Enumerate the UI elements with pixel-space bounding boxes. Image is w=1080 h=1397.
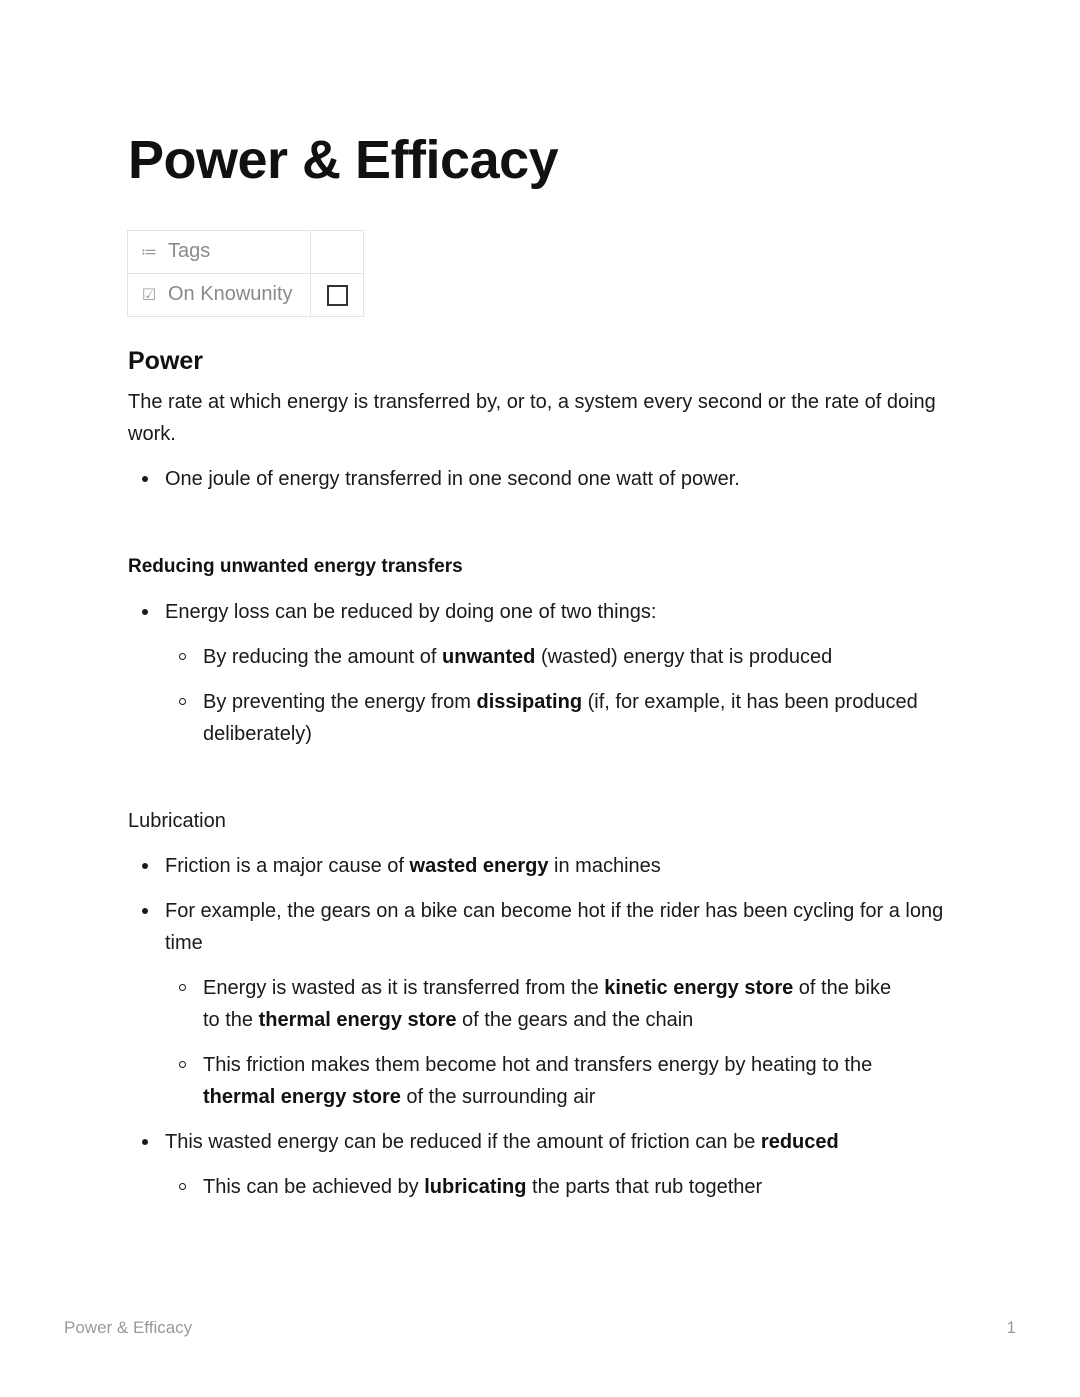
properties-table xyxy=(127,230,364,317)
checkbox-property-icon: ☑ xyxy=(141,287,157,305)
footer-title: Power & Efficacy xyxy=(64,1318,193,1337)
reducing-sublist xyxy=(165,641,958,750)
page-number: 1 xyxy=(1006,1318,1016,1337)
list-item: This can be achieved by lubricating the parts that rub together xyxy=(165,1171,958,1203)
section-heading-lubrication: Lubrication xyxy=(128,810,226,832)
lubrication-sublist xyxy=(165,972,958,1113)
list-item: This friction makes them become hot and transfers energy by heating to the thermal energy store of the surrounding air xyxy=(165,1049,898,1113)
lubrication-list xyxy=(128,850,958,1203)
property-label: Tags xyxy=(168,240,211,263)
list-item: Energy is wasted as it is transferred from the kinetic energy store of the bike to the thermal energy store of the gears and the chain xyxy=(165,972,898,1036)
section-heading-power: Power xyxy=(128,347,204,375)
property-row-tags xyxy=(128,231,364,274)
document-body xyxy=(128,340,958,1203)
list-item: By reducing the amount of unwanted (wasted) energy that is produced xyxy=(165,641,958,673)
section-heading-reducing: Reducing unwanted energy transfers xyxy=(128,556,463,577)
property-row-on-knowunity xyxy=(128,274,364,317)
list-item: This wasted energy can be reduced if the amount of friction can be reduced This can be achieved by lubricating the parts that rub together xyxy=(128,1126,958,1203)
on-knowunity-checkbox[interactable] xyxy=(327,285,348,306)
list-item: By preventing the energy from dissipating (if, for example, it has been produced deliberately) xyxy=(165,686,958,750)
reducing-list xyxy=(128,596,958,750)
list-item: One joule of energy transferred in one second one watt of power. xyxy=(128,463,958,495)
list-icon: ≔ xyxy=(141,244,157,262)
page-title: Power & Efficacy xyxy=(128,130,559,190)
tags-value[interactable] xyxy=(311,231,364,274)
power-definition: The rate at which energy is transferred by, or to, a system every second or the rate of doing work. xyxy=(128,391,936,445)
list-item: Friction is a major cause of wasted energy in machines xyxy=(128,850,958,882)
power-list xyxy=(128,463,958,495)
property-label: On Knowunity xyxy=(168,283,293,306)
lubrication-sublist xyxy=(165,1171,958,1203)
list-item: Energy loss can be reduced by doing one of two things: By reducing the amount of unwanted (wasted) energy that is produced By preventing the energy from dissipating (if, for example, it has been produced deliberately) xyxy=(128,596,958,750)
list-item: For example, the gears on a bike can become hot if the rider has been cycling for a long time Energy is wasted as it is transferred from the kinetic energy store of the bike to the thermal energy store of the gears and the chain This friction makes them become hot and transfers energy by heating to the thermal energy store of the surrounding air xyxy=(128,895,958,1113)
